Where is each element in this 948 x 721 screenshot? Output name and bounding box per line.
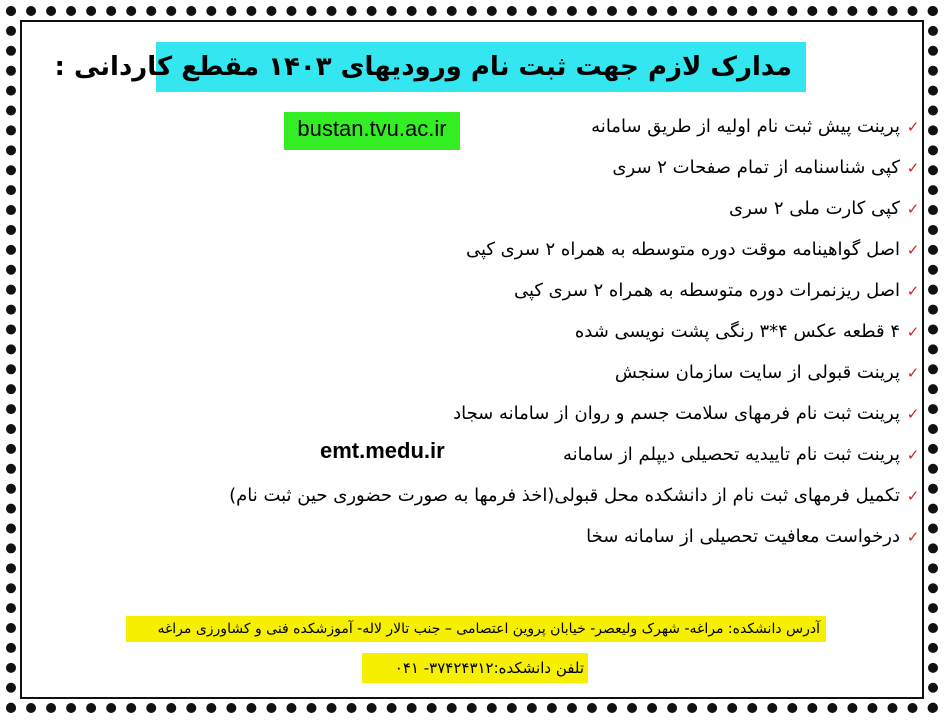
address-footer: آدرس دانشکده: مراغه- شهرک ولیعصر- خیابان پروین اعتصامی – جنب تالار لاله- آموزشکده فنی و کشاورزی مراغه (126, 616, 826, 642)
list-item-text: پرینت ثبت نام فرمهای سلامت جسم و روان از سامانه سجاد (453, 403, 900, 424)
phone-footer: تلفن دانشکده:۳۷۴۲۴۳۱۲- ۰۴۱ (362, 653, 588, 683)
check-icon: ✓ (906, 118, 920, 136)
check-icon: ✓ (906, 200, 920, 218)
emt-domain-link[interactable]: emt.medu.ir (320, 438, 445, 463)
list-item-text: ۴ قطعه عکس ۴*۳ رنگی پشت نویسی شده (574, 321, 900, 342)
list-item (40, 229, 920, 270)
page-title: مدارک لازم جهت ثبت نام ورودیهای ۱۴۰۳ مقطع کاردانی : (156, 42, 806, 92)
list-item-text: تکمیل فرمهای ثبت نام از دانشکده محل قبولی(اخذ فرمها به صورت حضوری حین ثبت نام) (229, 485, 900, 506)
list-item (40, 434, 920, 475)
check-icon: ✓ (906, 323, 920, 341)
list-item (40, 311, 920, 352)
list-item (40, 475, 920, 516)
list-item (40, 516, 920, 557)
list-item-text: کپی کارت ملی ۲ سری (729, 198, 900, 219)
requirements-list (40, 106, 920, 557)
list-item (40, 352, 920, 393)
list-item-text: درخواست معافیت تحصیلی از سامانه سخا (586, 526, 900, 547)
check-icon: ✓ (906, 159, 920, 177)
check-icon: ✓ (906, 282, 920, 300)
check-icon: ✓ (906, 364, 920, 382)
check-icon: ✓ (906, 487, 920, 505)
list-item-text: پرینت ثبت نام تاییدیه تحصیلی دیپلم از سامانه (563, 444, 900, 465)
check-icon: ✓ (906, 241, 920, 259)
check-icon: ✓ (906, 405, 920, 423)
list-item (40, 393, 920, 434)
list-item (40, 147, 920, 188)
list-item (40, 188, 920, 229)
list-item-text: پرینت قبولی از سایت سازمان سنجش (614, 362, 900, 383)
list-item (40, 106, 920, 147)
document-body (28, 28, 920, 693)
check-icon: ✓ (906, 446, 920, 464)
bustan-domain-link[interactable]: bustan.tvu.ac.ir (284, 112, 460, 150)
list-item-text: اصل ریزنمرات دوره متوسطه به همراه ۲ سری کپی (513, 280, 900, 301)
list-item-text: کپی شناسنامه از تمام صفحات ۲ سری (612, 157, 900, 178)
check-icon: ✓ (906, 528, 920, 546)
list-item-text: پرینت پیش ثبت نام اولیه از طریق سامانه (591, 116, 900, 137)
list-item-text: اصل گواهینامه موقت دوره متوسطه به همراه ۲ سری کپی (465, 239, 900, 260)
list-item (40, 270, 920, 311)
